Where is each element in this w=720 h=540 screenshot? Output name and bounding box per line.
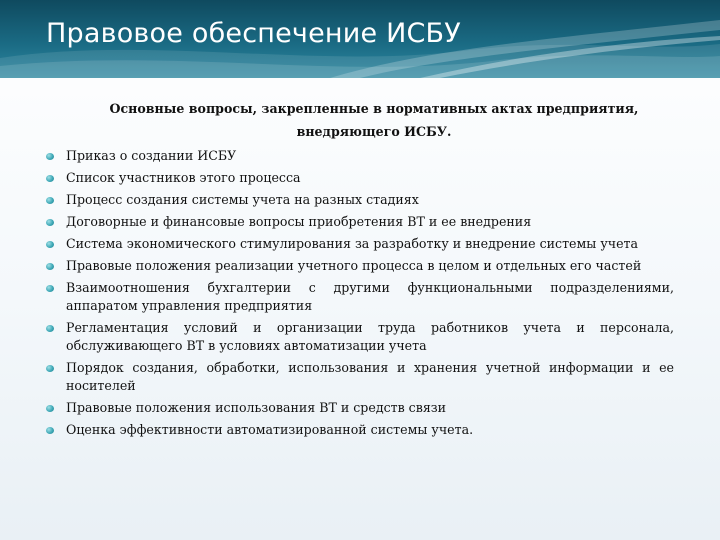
- list-item-text: Система экономического стимулирования за разработку и внедрение системы учета: [66, 236, 639, 251]
- list-item-text: Договорные и финансовые вопросы приобретения ВТ и ее внедрения: [66, 214, 532, 229]
- bullet-icon: [46, 241, 54, 248]
- list-item: [46, 147, 674, 165]
- title-band: [0, 0, 720, 78]
- bullet-list: [46, 147, 674, 439]
- bullet-icon: [46, 285, 54, 292]
- list-item-text: Список участников этого процесса: [66, 170, 301, 185]
- bullet-icon: [46, 365, 54, 372]
- list-item: [46, 421, 674, 439]
- bullet-icon: [46, 427, 54, 434]
- bullet-icon: [46, 263, 54, 270]
- list-item-text: Взаимоотношения бухгалтерии с другими функциональными подразделениями, аппаратом управления предприятия: [66, 280, 674, 313]
- list-item: [46, 399, 674, 417]
- slide-content: [46, 97, 674, 443]
- list-item: [46, 279, 674, 315]
- list-item: [46, 319, 674, 355]
- list-item: [46, 213, 674, 231]
- slide-title: Правовое обеспечение ИСБУ: [46, 18, 461, 49]
- list-item-text: Порядок создания, обработки, использования и хранения учетной информации и ее носителей: [66, 360, 674, 393]
- list-item-text: Приказ о создании ИСБУ: [66, 148, 237, 163]
- section-heading: Основные вопросы, закрепленные в нормативных актах предприятия, внедряющего ИСБУ.: [109, 101, 639, 139]
- list-item-text: Правовые положения использования ВТ и средств связи: [66, 400, 447, 415]
- bullet-icon: [46, 153, 54, 160]
- list-item: [46, 169, 674, 187]
- bullet-icon: [46, 219, 54, 226]
- list-item: [46, 359, 674, 395]
- bullet-icon: [46, 197, 54, 204]
- list-item: [46, 235, 674, 253]
- list-item-text: Оценка эффективности автоматизированной системы учета.: [66, 422, 474, 437]
- list-item-text: Процесс создания системы учета на разных стадиях: [66, 192, 419, 207]
- list-item: [46, 257, 674, 275]
- list-item-text: Регламентация условий и организации труда работников учета и персонала, обслуживающего ВТ в условиях автоматизации учета: [66, 320, 674, 353]
- bullet-icon: [46, 405, 54, 412]
- bullet-icon: [46, 325, 54, 332]
- list-item-text: Правовые положения реализации учетного процесса в целом и отдельных его частей: [66, 258, 642, 273]
- bullet-icon: [46, 175, 54, 182]
- list-item: [46, 191, 674, 209]
